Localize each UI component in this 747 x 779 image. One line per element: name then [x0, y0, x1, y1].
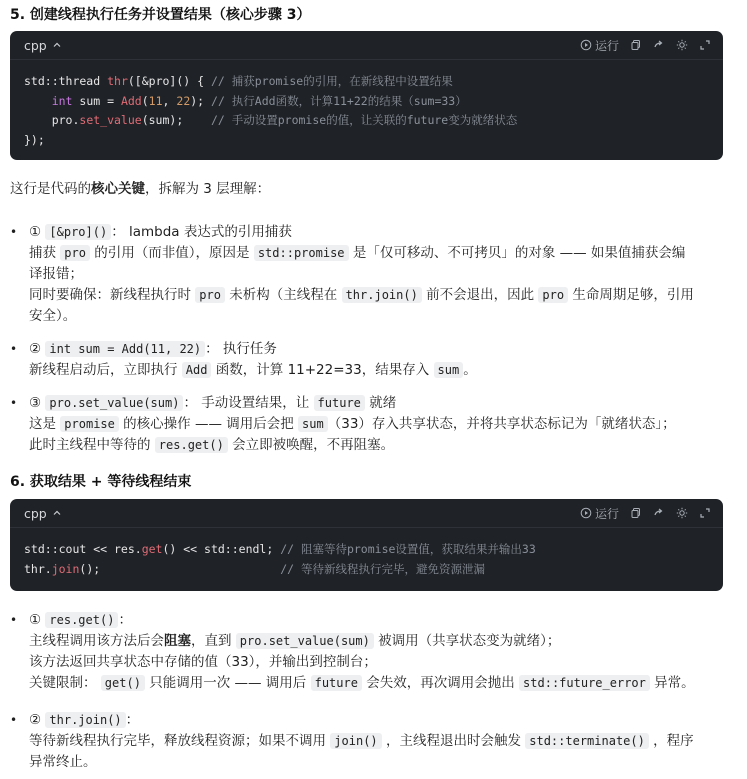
run-label: 运行 — [594, 506, 619, 521]
code-token: // 执行Add函数，计算11+22的结果（sum=33） — [211, 93, 467, 108]
text-segment: 捕获 — [29, 245, 61, 261]
text-line — [29, 360, 725, 381]
code-line — [24, 111, 709, 131]
code-line — [24, 540, 709, 560]
inline-code: [&pro]() — [45, 224, 111, 240]
play-circle-icon — [580, 507, 592, 519]
text-segment: 异常。 — [649, 675, 695, 691]
theme-sun-icon[interactable] — [676, 507, 688, 519]
expand-icon[interactable] — [699, 39, 711, 51]
inline-code: int sum = Add(11, 22) — [45, 341, 205, 357]
code-token: () << std::endl; — [162, 542, 281, 556]
text-segment: 生命周期足够，引用 — [568, 287, 694, 303]
text-line — [29, 710, 725, 731]
theme-sun-icon[interactable] — [676, 39, 688, 51]
chevron-up-icon — [51, 39, 63, 51]
text-segment: 会立即被唤醒，不再阻塞。 — [227, 437, 395, 453]
inline-code: pro.set_value(sum) — [45, 395, 183, 411]
code-line — [24, 560, 709, 580]
text-segment: ： 执行任务 — [205, 341, 277, 357]
text-segment: 会失效，再次调用会抛出 — [361, 675, 520, 691]
lang-label: cpp — [24, 37, 47, 53]
inline-code: join() — [330, 733, 381, 749]
section-6-heading: 6. 获取结果 + 等待线程结束 — [10, 474, 192, 490]
text-segment: 未析构（主线程在 — [224, 287, 342, 303]
code-token: // 捕获promise的引用，在新线程中设置结果 — [210, 74, 453, 88]
list-item-text — [29, 393, 725, 456]
intro-paragraph: 这行是代码的核心关键，拆解为 3 层理解： — [10, 181, 271, 197]
text-line — [29, 264, 725, 285]
list-item-text — [29, 222, 725, 327]
code-token: get — [141, 542, 163, 556]
inline-code: std::promise — [254, 245, 349, 261]
code-token: ); — [190, 93, 212, 108]
code-token: , — [162, 93, 177, 108]
text-line — [29, 610, 725, 631]
text-segment: ① — [29, 224, 46, 240]
copy-icon[interactable] — [630, 39, 642, 51]
text-line — [29, 752, 725, 773]
bullet-icon: • — [10, 396, 18, 410]
text-segment: 是「仅可移动、不可拷贝」的对象 —— 如果值捕获会编 — [348, 245, 686, 261]
section-5-heading: 5. 创建线程执行任务并设置结果（核心步骤 3） — [10, 7, 311, 23]
inline-code: future — [314, 395, 365, 411]
text-segment: ② — [29, 341, 46, 357]
lang-label: cpp — [24, 505, 47, 521]
code-token: ( — [141, 93, 149, 108]
list-item-text — [29, 610, 725, 694]
share-icon[interactable] — [653, 39, 665, 51]
inline-code: pro — [195, 287, 225, 303]
text-segment: ，主线程退出时会触发 — [381, 733, 526, 749]
code-token: std::thread — [24, 74, 108, 88]
text-segment: 阻塞 — [164, 633, 191, 649]
text-segment: ： 手动设置结果，让 — [183, 395, 314, 411]
run-button[interactable] — [580, 505, 619, 522]
text-line — [29, 631, 725, 652]
text-segment: ： lambda 表达式的引用捕获 — [111, 224, 292, 240]
text-line — [29, 652, 725, 673]
text-segment: 前不会退出，因此 — [421, 287, 539, 303]
text-segment: ： — [118, 612, 132, 628]
text-segment: 等待新线程执行完毕，释放线程资源；如果不调用 — [29, 733, 331, 749]
code-token: std::cout << res. — [24, 542, 142, 556]
inline-code: sum — [434, 362, 464, 378]
run-label: 运行 — [594, 38, 619, 53]
code-token: thr — [107, 74, 128, 88]
text-line — [29, 306, 725, 327]
code-line — [24, 72, 709, 92]
code-line — [24, 92, 709, 112]
text-segment: 新线程启动后，立即执行 — [29, 362, 182, 378]
text-line — [29, 243, 725, 264]
list-item — [10, 222, 725, 327]
bullet-icon: • — [10, 342, 18, 356]
code-block-2 — [10, 499, 723, 591]
inline-code: std::future_error — [519, 675, 650, 691]
lang-toggle[interactable] — [24, 38, 63, 53]
inline-code: res.get() — [155, 437, 228, 453]
code-token: 22 — [176, 93, 191, 108]
text-segment: ： — [125, 712, 140, 728]
code-content — [10, 528, 723, 579]
text-line — [29, 285, 725, 306]
inline-code: thr.join() — [45, 712, 125, 728]
code-token: join — [51, 561, 80, 576]
run-button[interactable] — [580, 37, 619, 54]
bullet-icon: • — [10, 613, 18, 627]
code-block-1 — [10, 31, 723, 160]
text-segment: 被调用（共享状态变为就绪）； — [373, 633, 561, 649]
code-header — [10, 31, 723, 60]
bullet-icon: • — [10, 713, 18, 727]
code-toolbar — [580, 505, 711, 522]
text-segment: 就绪 — [364, 395, 397, 411]
inline-code: std::terminate() — [525, 733, 649, 749]
text-segment: ③ — [29, 395, 46, 411]
code-token: int — [51, 93, 73, 108]
code-token: ([&pro]() { — [127, 74, 211, 88]
code-header — [10, 499, 723, 528]
text-line — [29, 222, 725, 243]
text-segment: 关键限制： — [29, 675, 101, 691]
inline-code: Add — [182, 362, 212, 378]
text-segment: 异常终止。 — [29, 754, 97, 770]
text-segment: ① — [29, 612, 46, 628]
text-line — [29, 339, 725, 360]
code-token: (); — [79, 561, 281, 576]
list-item — [10, 610, 725, 694]
inline-code: promise — [60, 416, 119, 432]
text-line — [29, 435, 725, 456]
text-segment: 主线程调用该方法后会 — [29, 633, 164, 649]
text-line — [29, 673, 725, 694]
code-toolbar — [580, 37, 711, 54]
text-segment: 。 — [463, 362, 477, 378]
list-item — [10, 710, 725, 773]
bullet-icon: • — [10, 225, 18, 239]
copy-icon[interactable] — [630, 507, 642, 519]
inline-code: thr.join() — [342, 287, 422, 303]
text-segment: ，直到 — [191, 633, 236, 649]
text-segment: 这是 — [29, 416, 61, 432]
code-token: // 等待新线程执行完毕，避免资源泄漏 — [280, 561, 485, 576]
code-token: sum = — [72, 93, 121, 108]
list-item — [10, 393, 725, 456]
lang-toggle[interactable] — [24, 506, 63, 521]
text-segment: 安全）。 — [29, 308, 77, 324]
text-segment: 只能调用一次 —— 调用后 — [144, 675, 311, 691]
code-token: // 手动设置promise的值，让关联的future变为就绪状态 — [210, 113, 518, 127]
code-token: }); — [24, 132, 45, 147]
text-line — [29, 393, 725, 414]
code-token: Add — [120, 93, 142, 108]
inline-code: get() — [101, 675, 145, 691]
text-segment: ② — [29, 712, 46, 728]
text-segment: （33）存入共享状态，并将共享状态标记为「就绪状态」； — [327, 416, 676, 432]
text-segment: 译报错； — [29, 266, 83, 282]
inline-code: res.get() — [45, 612, 118, 628]
inline-code: future — [311, 675, 362, 691]
code-token: pro. — [24, 113, 80, 127]
inline-code: pro — [60, 245, 90, 261]
text-segment: 函数，计算 11+22=33，结果存入 — [211, 362, 434, 378]
list-item — [10, 339, 725, 381]
code-token — [24, 94, 52, 108]
inline-code: sum — [298, 416, 328, 432]
play-circle-icon — [580, 39, 592, 51]
inline-code: pro.set_value(sum) — [236, 633, 374, 649]
code-token: thr. — [24, 561, 52, 576]
text-segment: 同时要确保：新线程执行时 — [29, 287, 196, 303]
text-segment: 该方法返回共享状态中存储的值（33），并输出到控制台； — [29, 654, 377, 670]
text-segment: 的核心操作 —— 调用后会把 — [118, 416, 299, 432]
list-item-text — [29, 710, 725, 773]
code-token: // 阻塞等待promise设置值，获取结果并输出33 — [280, 542, 536, 556]
text-segment: ，程序 — [648, 733, 694, 749]
code-content — [10, 60, 723, 150]
share-icon[interactable] — [653, 507, 665, 519]
code-token: set_value — [79, 113, 142, 127]
text-line — [29, 731, 725, 752]
list-item-text — [29, 339, 725, 381]
expand-icon[interactable] — [699, 507, 711, 519]
chevron-up-icon — [51, 507, 63, 519]
code-token: (sum); — [141, 113, 211, 127]
text-line — [29, 414, 725, 435]
code-line — [24, 131, 709, 151]
text-segment: 的引用（而非值），原因是 — [89, 245, 254, 261]
text-segment: 此时主线程中等待的 — [29, 437, 155, 453]
code-token: 11 — [148, 93, 163, 108]
inline-code: pro — [538, 287, 568, 303]
